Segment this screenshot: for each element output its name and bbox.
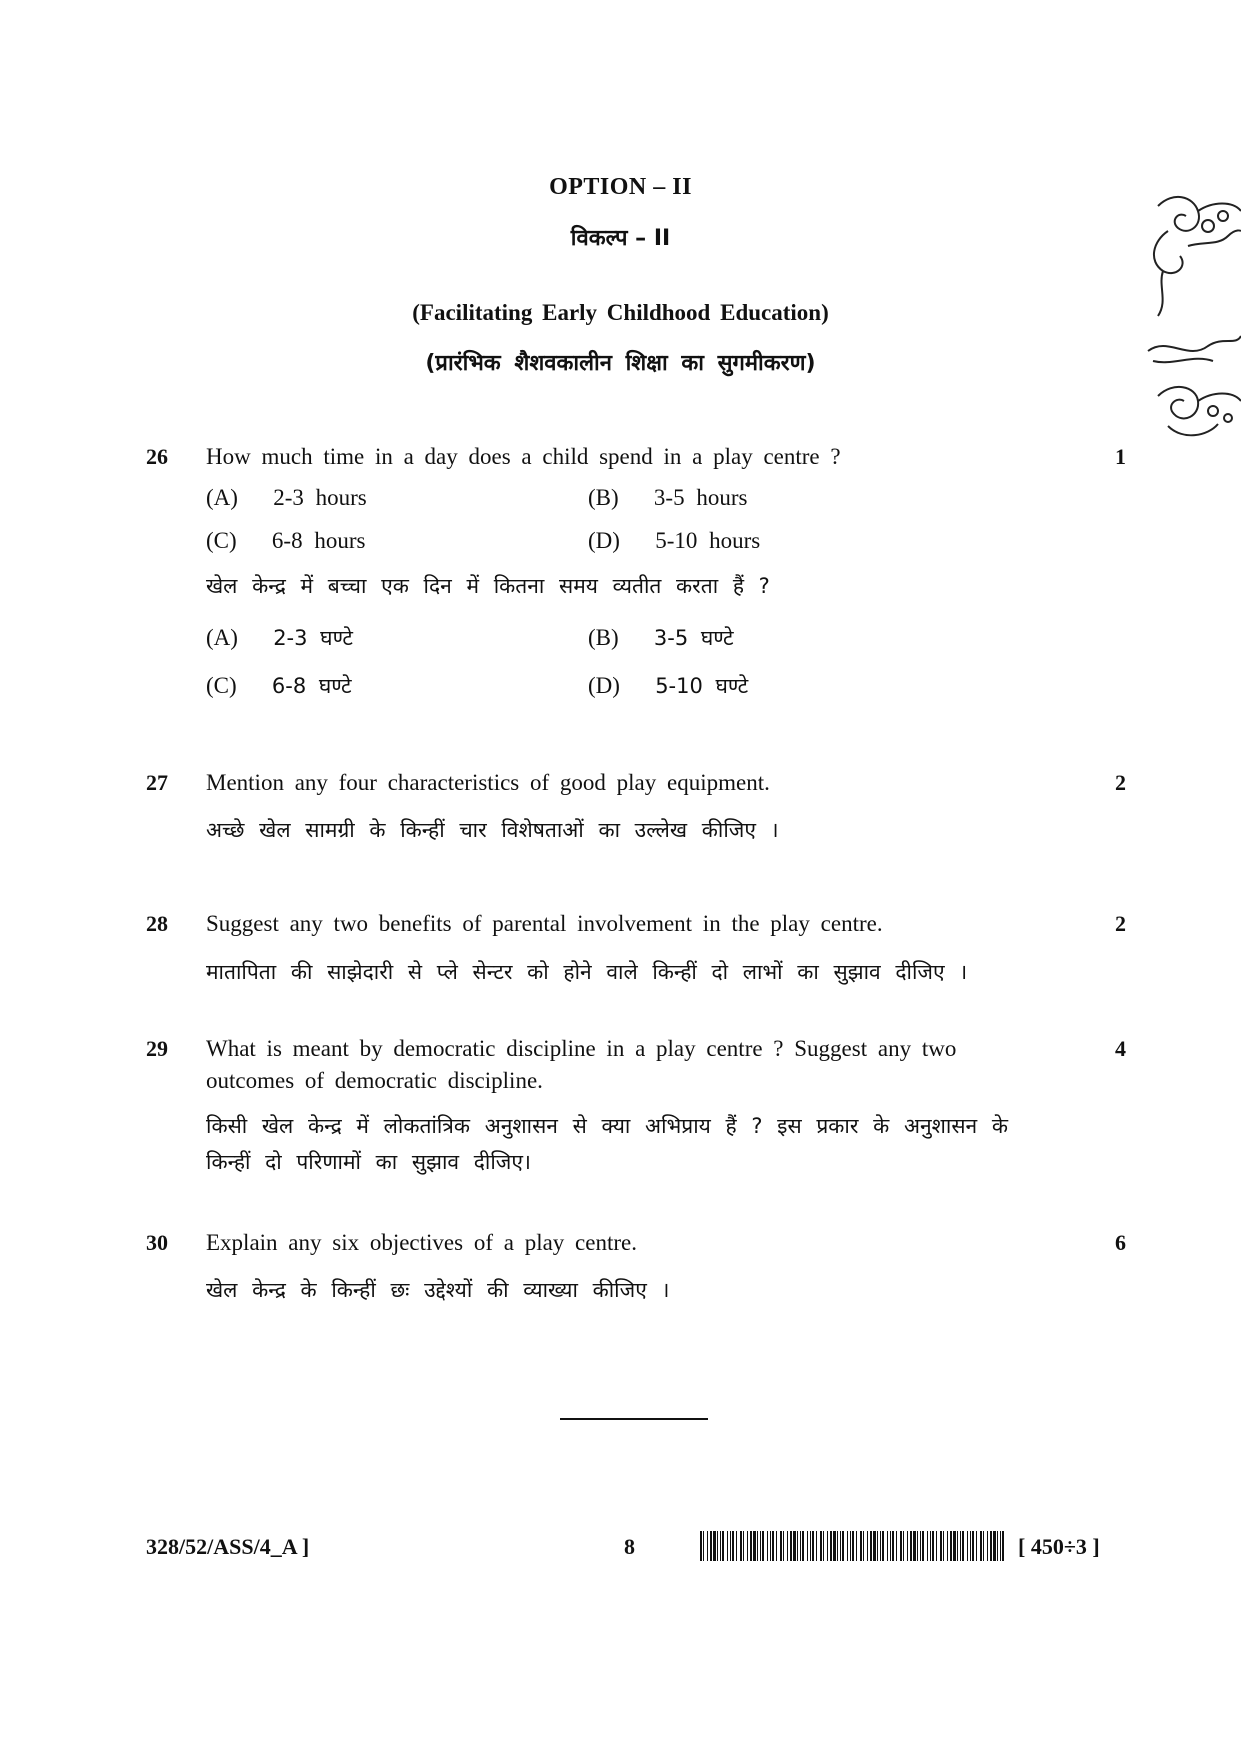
question-text-hindi: मातापिता की साझेदारी से प्ले सेन्टर को होने वाले किन्हीं दो लाभों का सुझाव दीजिए ।	[206, 960, 968, 984]
barcode-bar	[757, 1531, 758, 1561]
barcode-bar	[810, 1531, 811, 1561]
barcode-bar	[960, 1531, 961, 1561]
barcode-bar	[820, 1531, 822, 1561]
barcode-bar	[943, 1531, 944, 1561]
option-c-hindi	[206, 672, 352, 700]
barcode-bar	[807, 1531, 808, 1561]
barcode-bar	[767, 1531, 768, 1561]
question-marks: 2	[1115, 911, 1126, 936]
barcode-bar	[790, 1531, 792, 1561]
barcode-bar	[800, 1531, 801, 1561]
barcode-bar	[762, 1531, 764, 1561]
barcode-bar	[743, 1531, 744, 1561]
barcode-bar	[962, 1531, 964, 1561]
barcode-bar	[1000, 1531, 1001, 1561]
barcode-bar	[980, 1531, 982, 1561]
barcode-bar	[717, 1531, 718, 1561]
barcode-bar	[860, 1531, 862, 1561]
barcode-bar	[833, 1531, 836, 1561]
barcode-bar	[936, 1531, 937, 1561]
question-marks: 1	[1115, 444, 1126, 469]
barcode-bar	[953, 1531, 956, 1561]
barcode-bar	[772, 1531, 774, 1561]
question-marks: 2	[1115, 770, 1126, 795]
option-title-hindi: विकल्प – II	[570, 226, 671, 251]
barcode-bar	[837, 1531, 838, 1561]
barcode-bar	[827, 1531, 828, 1561]
barcode-bar	[720, 1531, 721, 1561]
question-number: 29	[146, 1036, 168, 1061]
barcode-bar	[770, 1531, 771, 1561]
option-a-hindi	[206, 624, 353, 652]
barcode-bar	[750, 1531, 752, 1561]
barcode-bar	[917, 1531, 918, 1561]
question-text: What is meant by democratic discipline in a play centre ? Suggest any two outcomes of democratic discipline.	[206, 1036, 957, 1093]
end-divider	[560, 1418, 708, 1420]
option-c	[206, 528, 365, 554]
barcode-bar	[727, 1531, 728, 1561]
option-b	[588, 485, 747, 511]
barcode-bar	[870, 1531, 872, 1561]
barcode-bar	[880, 1531, 881, 1561]
barcode-bar	[707, 1531, 708, 1561]
barcode-bar	[823, 1531, 824, 1561]
option-value: 5-10 घण्टे	[655, 674, 749, 698]
barcode-bar	[730, 1531, 731, 1561]
option-label: (B)	[588, 625, 619, 650]
question-text: Explain any six objectives of a play centre.	[206, 1230, 637, 1255]
option-label: (D)	[588, 528, 620, 553]
barcode-bar	[950, 1531, 952, 1561]
barcode-bar	[856, 1531, 857, 1561]
barcode-bar	[747, 1531, 748, 1561]
question-text: Mention any four characteristics of good play equipment.	[206, 770, 770, 795]
barcode-bar	[703, 1531, 704, 1561]
barcode-bar	[890, 1531, 891, 1561]
paper-code: 328/52/ASS/4_A ]	[146, 1534, 310, 1559]
subject-title-hindi: (प्रारंभिक शैशवकालीन शिक्षा का सुगमीकरण)	[425, 351, 816, 376]
barcode-bar	[797, 1531, 798, 1561]
print-count: [ 450÷3 ]	[1018, 1534, 1100, 1559]
option-value: 2-3 hours	[273, 485, 367, 510]
barcode-bar	[967, 1531, 968, 1561]
barcode-bar	[910, 1531, 912, 1561]
option-a	[206, 485, 367, 511]
barcode-icon	[700, 1531, 1005, 1561]
barcode-bar	[892, 1531, 894, 1561]
question-number: 30	[146, 1230, 168, 1255]
barcode-bar	[700, 1531, 702, 1561]
option-label: (D)	[588, 673, 620, 698]
barcode-bar	[882, 1531, 884, 1561]
floral-ornament-icon	[1138, 186, 1241, 492]
question-number: 26	[146, 444, 168, 469]
barcode-bar	[787, 1531, 788, 1561]
question-number: 28	[146, 911, 168, 936]
barcode-bar	[987, 1531, 988, 1561]
barcode-bar	[740, 1531, 742, 1561]
barcode-bar	[713, 1531, 716, 1561]
barcode-bar	[802, 1531, 804, 1561]
barcode-bar	[887, 1531, 888, 1561]
barcode-bar	[847, 1531, 848, 1561]
barcode-bar	[932, 1531, 934, 1561]
option-d-hindi	[588, 672, 748, 700]
page-number: 8	[624, 1534, 635, 1559]
option-value: 3-5 घण्टे	[653, 626, 734, 650]
option-value: 2-3 घण्टे	[273, 626, 353, 650]
barcode-bar	[793, 1531, 796, 1561]
barcode-bar	[997, 1531, 998, 1561]
barcode-bar	[877, 1531, 878, 1561]
barcode-bar	[983, 1531, 984, 1561]
question-text-hindi: अच्छे खेल सामग्री के किन्हीं चार विशेषताओं का उल्लेख कीजिए ।	[206, 818, 779, 842]
barcode-bar	[863, 1531, 864, 1561]
option-b-hindi	[588, 624, 734, 652]
barcode-bar	[783, 1531, 784, 1561]
barcode-bar	[970, 1531, 971, 1561]
subject-title: (Facilitating Early Childhood Education)	[412, 300, 829, 325]
option-value: 3-5 hours	[653, 485, 748, 510]
barcode-bar	[760, 1531, 761, 1561]
barcode-bar	[920, 1531, 921, 1561]
barcode-bar	[710, 1531, 712, 1561]
barcode-bar	[900, 1531, 902, 1561]
question-text: Suggest any two benefits of parental involvement in the play centre.	[206, 911, 883, 936]
question-text-hindi: खेल केन्द्र में बच्चा एक दिन में कितना समय व्यतीत करता हैं ?	[206, 574, 770, 598]
barcode-bar	[732, 1531, 734, 1561]
option-value: 5-10 hours	[655, 528, 761, 553]
question-text: How much time in a day does a child spend in a play centre ?	[206, 444, 841, 469]
barcode-bar	[780, 1531, 782, 1561]
barcode-bar	[990, 1531, 992, 1561]
option-value: 6-8 hours	[271, 528, 366, 553]
barcode-bar	[816, 1531, 817, 1561]
barcode-bar	[913, 1531, 916, 1561]
barcode-bar	[840, 1531, 841, 1561]
option-label: (C)	[206, 528, 237, 553]
barcode-bar	[753, 1531, 756, 1561]
option-label: (A)	[206, 625, 238, 650]
option-label: (C)	[206, 673, 237, 698]
barcode-bar	[930, 1531, 931, 1561]
barcode-bar	[852, 1531, 854, 1561]
barcode-bar	[842, 1531, 844, 1561]
barcode-bar	[927, 1531, 928, 1561]
option-title: OPTION – II	[549, 174, 692, 200]
barcode-bar	[873, 1531, 876, 1561]
barcode-bar	[1002, 1531, 1004, 1561]
barcode-bar	[976, 1531, 977, 1561]
barcode-bar	[903, 1531, 904, 1561]
barcode-bar	[972, 1531, 974, 1561]
barcode-bar	[736, 1531, 737, 1561]
barcode-bar	[940, 1531, 942, 1561]
barcode-bar	[947, 1531, 948, 1561]
barcode-bar	[896, 1531, 897, 1561]
option-label: (B)	[588, 485, 619, 510]
question-marks: 6	[1115, 1230, 1126, 1255]
question-text-hindi: खेल केन्द्र के किन्हीं छः उद्देश्यों की व्याख्या कीजिए ।	[206, 1278, 670, 1302]
question-text-hindi: किसी खेल केन्द्र में लोकतांत्रिक अनुशासन से क्या अभिप्राय हैं ? इस प्रकार के अनुशासन के किन्हीं दो परिणामों का सुझाव दीजिए।	[206, 1114, 1009, 1174]
question-number: 27	[146, 770, 168, 795]
barcode-bar	[776, 1531, 777, 1561]
question-marks: 4	[1115, 1036, 1126, 1061]
barcode-bar	[907, 1531, 908, 1561]
barcode-bar	[867, 1531, 868, 1561]
barcode-bar	[993, 1531, 996, 1561]
barcode-bar	[922, 1531, 924, 1561]
barcode-bar	[722, 1531, 724, 1561]
barcode-bar	[957, 1531, 958, 1561]
option-label: (A)	[206, 485, 238, 510]
barcode-bar	[812, 1531, 814, 1561]
option-value: 6-8 घण्टे	[271, 674, 352, 698]
option-d	[588, 528, 760, 554]
barcode-bar	[830, 1531, 832, 1561]
barcode-bar	[850, 1531, 851, 1561]
